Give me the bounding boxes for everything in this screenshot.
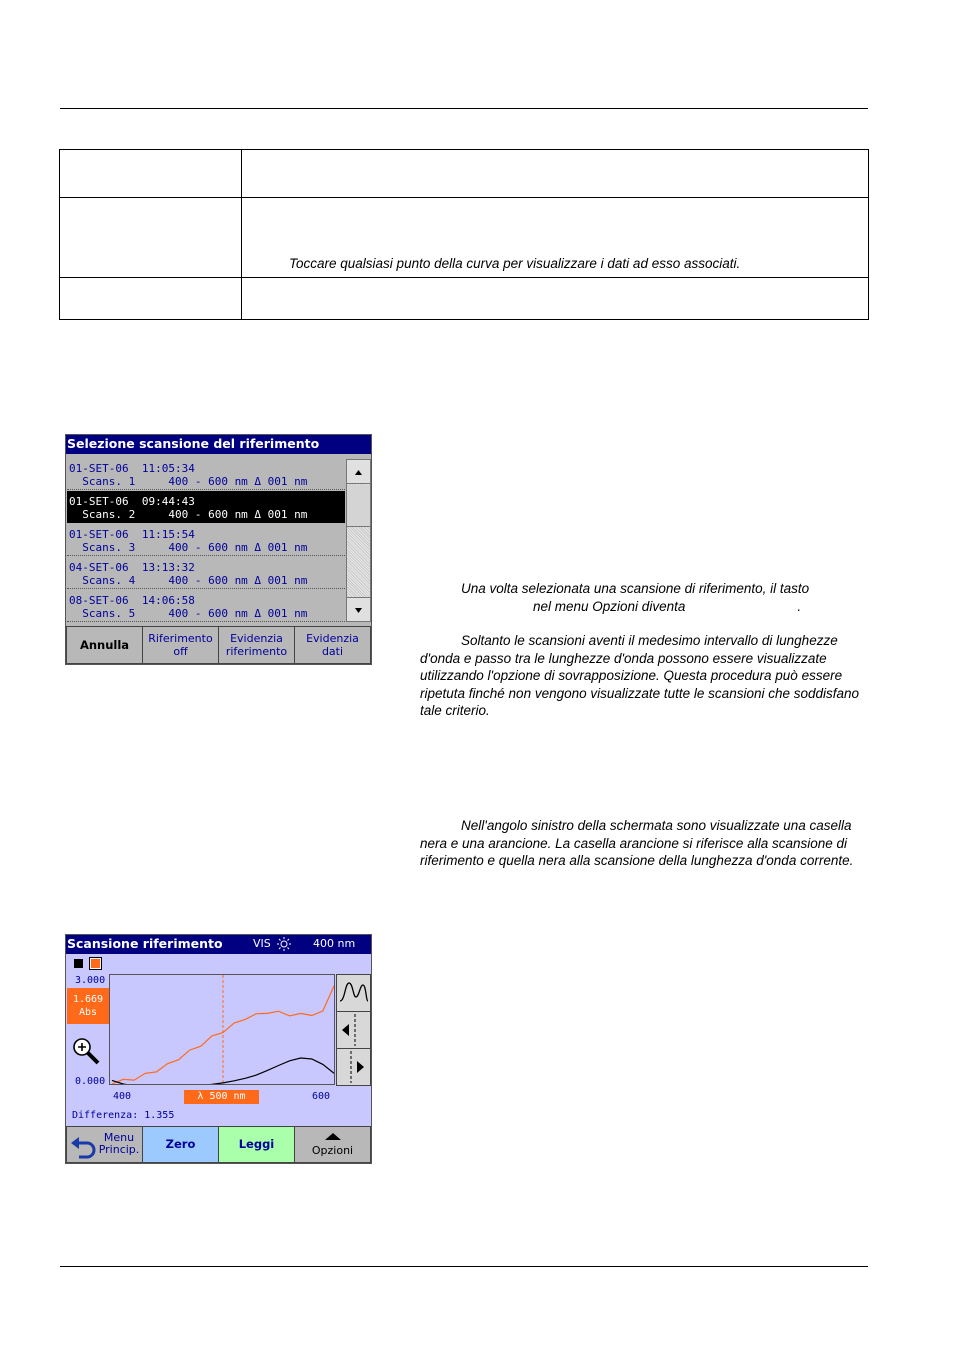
- screen-title: Selezione scansione del riferimento: [66, 435, 371, 454]
- zero-button[interactable]: Zero: [142, 1126, 219, 1163]
- reading-unit: Abs: [78, 1007, 98, 1018]
- spectrum-plot[interactable]: [109, 974, 335, 1085]
- table-cell-label: [60, 198, 242, 278]
- main-menu-button[interactable]: Menu Princip.: [66, 1126, 143, 1163]
- read-button[interactable]: Leggi: [218, 1126, 295, 1163]
- arrow-up-icon: [347, 460, 370, 484]
- scan-range: Scans. 2 400 - 600 nm Δ 001 nm: [69, 508, 308, 521]
- footer-rule: [60, 1266, 868, 1267]
- scan-range: Scans. 3 400 - 600 nm Δ 001 nm: [69, 541, 308, 554]
- arrow-up-icon: [323, 1131, 343, 1141]
- list-scrollbar[interactable]: [346, 459, 371, 622]
- screen-title: [66, 935, 371, 954]
- reference-scan-screen: [65, 934, 372, 1164]
- reference-off-button[interactable]: Riferimento off: [142, 626, 219, 664]
- table-cell-label: [60, 150, 242, 198]
- y-max-label: 3.000: [75, 975, 106, 986]
- wavelength-label: 400 nm: [313, 937, 356, 950]
- screen-title-text: Scansione riferimento: [67, 936, 223, 951]
- scan-range: Scans. 5 400 - 600 nm Δ 001 nm: [69, 607, 308, 620]
- table-cell-label: [60, 278, 242, 320]
- cancel-button[interactable]: Annulla: [66, 626, 143, 664]
- scan-date: 04-SET-06 13:13:32: [69, 561, 195, 574]
- reading-value: 1.669: [72, 994, 104, 1005]
- x-start-label: 400: [113, 1091, 132, 1102]
- peak-view-button[interactable]: [336, 974, 371, 1012]
- scan-list-item-selected[interactable]: [67, 491, 345, 523]
- scan-range: Scans. 4 400 - 600 nm Δ 001 nm: [69, 574, 308, 587]
- reference-scan-selection-screen: [65, 434, 372, 665]
- difference-label: Differenza: 1.355: [72, 1110, 175, 1121]
- current-scan-box: [74, 959, 83, 968]
- reference-scan-box: [89, 957, 102, 970]
- note-paragraph-3: Nell'angolo sinistro della schermata sono visualizzate una casella nera e una arancione. La casella arancione si riferisce alla scansione di riferimento e quella nera alla scansione della lunghezza d'onda corrente.: [420, 818, 854, 869]
- options-button[interactable]: Opzioni: [294, 1126, 371, 1163]
- scroll-up-button[interactable]: [347, 460, 370, 484]
- arrow-right-icon: [337, 1049, 370, 1085]
- x-end-label: 600: [312, 1091, 331, 1102]
- highlight-reference-button[interactable]: Evidenzia riferimento: [218, 626, 295, 664]
- reading-panel[interactable]: [67, 988, 109, 1024]
- highlight-data-button[interactable]: Evidenzia dati: [294, 626, 371, 664]
- scan-date: 01-SET-06 11:15:54: [69, 528, 195, 541]
- scan-list-item[interactable]: [67, 590, 345, 622]
- scroll-thumb[interactable]: [347, 485, 370, 527]
- scroll-down-button[interactable]: [347, 597, 370, 621]
- scan-list-item[interactable]: [67, 557, 345, 589]
- cursor-left-button[interactable]: [336, 1011, 371, 1049]
- peaks-icon: [337, 975, 370, 1011]
- arrow-down-icon: [347, 598, 370, 622]
- info-table: [59, 149, 869, 320]
- arrow-left-icon: [337, 1012, 370, 1048]
- scan-date: 08-SET-06 14:06:58: [69, 594, 195, 607]
- zoom-in-icon[interactable]: [70, 1035, 102, 1067]
- lamp-icon: [277, 937, 291, 951]
- return-arrow-icon: [69, 1133, 99, 1159]
- note-paragraph-2: Soltanto le scansioni aventi il medesimo intervallo di lunghezze d'onda e passo tra le lunghezze d'onda possono essere visualizzate utilizzando l'opzione di sovrapposizione. Questa procedura può essere ripetuta finché non vengono visualizzate tutte le scansioni che soddisfano tale criterio.: [420, 633, 860, 719]
- scan-date: 01-SET-06 11:05:34: [69, 462, 195, 475]
- scan-list: [66, 458, 371, 623]
- scan-list-item[interactable]: [67, 524, 345, 556]
- mode-label: VIS: [253, 937, 271, 950]
- scan-range: Scans. 1 400 - 600 nm Δ 001 nm: [69, 475, 308, 488]
- cursor-right-button[interactable]: [336, 1048, 371, 1086]
- scan-list-item[interactable]: [67, 458, 345, 490]
- header-rule: [60, 108, 868, 109]
- table-note: Toccare qualsiasi punto della curva per visualizzare i dati ad esso associati.: [289, 256, 741, 271]
- table-cell-description: [242, 278, 869, 320]
- table-cell-description: [242, 198, 869, 278]
- y-min-label: 0.000: [75, 1076, 106, 1087]
- cursor-wavelength-label: λ 500 nm: [184, 1090, 259, 1104]
- table-cell-description: [242, 150, 869, 198]
- scan-date: 01-SET-06 09:44:43: [69, 495, 195, 508]
- note-paragraph-1: Una volta selezionata una scansione di riferimento, il tasto nel menu Opzioni diventa .: [461, 581, 810, 614]
